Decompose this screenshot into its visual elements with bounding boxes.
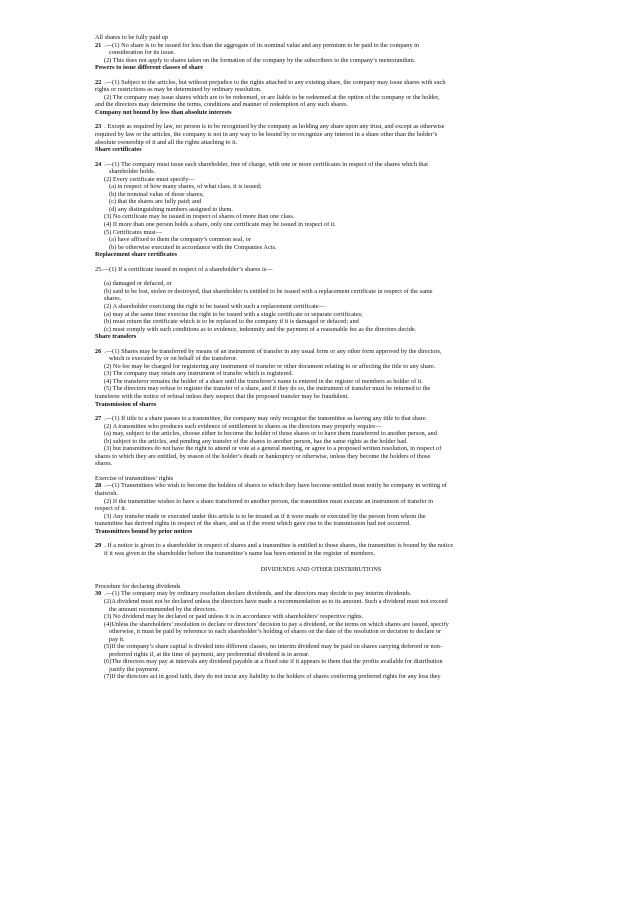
article-text: otherwise, it must be paid by reference to each shareholder’s holding of shares on the date of the resolution or decision to declare or xyxy=(109,628,442,636)
article-text: justify the payment. xyxy=(109,665,160,673)
article-text: respect of it. xyxy=(95,505,127,513)
article-number: 22 xyxy=(95,78,102,86)
article-text: (2) Every certificate must specify— xyxy=(104,175,195,183)
article-text: .—(1) Transmittees who wish to become the holders of shares to which they have become entitled must notify he company in writing of xyxy=(104,482,447,490)
heading-all-shares-paid: All shares to be fully paid up xyxy=(95,34,169,41)
article-text: (2) If the transmittee wishes to have a share transferred to another person, the transmittee must execute an instrument of transfer in xyxy=(104,497,434,505)
article-text: (7)If the directors act in good faith, they do not incur any liability to the holders of shares conferring preferred rights for any loss they xyxy=(104,673,441,681)
heading-procedure-dividends: Procedure for declaring dividends xyxy=(95,582,181,590)
article-text: .—(1) The company may by ordinary resolution declare dividends, and the directors may decide to pay interim dividends. xyxy=(104,590,412,598)
heading-not-bound: Company not bound by less than absolute interests xyxy=(95,108,232,116)
article-number: 26 xyxy=(95,347,102,355)
article-text: (3) No certificate may be issued in respect of shares of more than one class. xyxy=(104,213,295,221)
article-text: (6)The directors may pay at intervals any dividend payable at a fixed rate if it appears to them that the profits available for distribution xyxy=(104,658,443,666)
article-text: (5)If the company’s share capital is divided into different classes, no interim dividend may be paid on shares carrying deferred or non- xyxy=(104,643,443,651)
article-text: if it was given to the shareholder before the transmittee’s name has been entered in the register of members. xyxy=(104,549,376,557)
article-26 xyxy=(95,348,547,356)
document-page xyxy=(95,34,547,681)
article-text: (3) but transmittees do not have the right to attend or vote at a general meeting, or agree to a proposed written resolution, in respect of xyxy=(104,445,442,453)
article-number: 24 xyxy=(95,160,102,168)
article-number: 28 xyxy=(95,482,102,490)
article-text: (2) A transmittee who produces such evidence of entitlement to shares as the directors may properly require— xyxy=(104,422,382,430)
article-text: .—(1) No share is to be issued for less than the aggregate of its nominal value and any premium to be paid to the company in xyxy=(104,41,420,49)
heading-share-transfers: Share transfers xyxy=(95,333,137,341)
article-23 xyxy=(95,123,547,131)
article-text: (2)A dividend must not be declared unless the directors have made a recommendation as to its amount. Such a dividend must not exceed xyxy=(104,598,448,605)
article-25: 25.—(1) If a certificate issued in respect of a shareholder’s shares is— xyxy=(95,265,273,273)
list-item: (a) may, subject to the articles, choose either to become the holder of those shares or to have them transferred to another person, and xyxy=(104,430,437,438)
heading-share-certificates: Share certificates xyxy=(95,146,142,154)
article-30 xyxy=(95,590,547,598)
list-item: (b) must return the certificate which is to be replaced to the company if it is damaged or defaced; and xyxy=(104,318,359,326)
article-text: (2) This does not apply to shares taken on the formation of the company by the subscribers to the company’s memorandum. xyxy=(104,56,416,64)
list-item: (c) that the shares are fully paid; and xyxy=(109,198,202,206)
article-text: and the directors may determine the terms, conditions and manner of redemption of any such shares. xyxy=(95,101,349,109)
list-item: (b) subject to the articles, and pending any transfer of the shares to another person, has the same rights as the holder had. xyxy=(104,437,408,445)
article-text: thatwish. xyxy=(95,489,118,497)
list-item: (a) have affixed to them the company’s common seal, or xyxy=(109,236,251,244)
list-item: (a) may at the same time exercise the right to be issued with a single certificate or separate certificates; xyxy=(104,310,363,318)
article-text: .—(1) Subject to the articles, but without prejudice to the rights attached to any existing share, the company may issue shares with such xyxy=(104,78,446,86)
article-text: shares to which they are entitled, by reason of the holder’s death or bankruptcy or otherwise, unless they become the holders of those xyxy=(95,452,431,460)
article-29 xyxy=(95,542,547,550)
list-item: (b) said to be lost, stolen or destroyed, that shareholder is entitled to be issued with a replacement certificate in respect of the same xyxy=(104,287,433,295)
article-text: (4) The transferor remains the holder of a share until the transferee’s name is entered in the register of members as holder of it. xyxy=(104,377,423,385)
article-number: 30 xyxy=(95,590,102,598)
article-text: (3) No dividend may be declared or paid unless it is in accordance with shareholders’ respective rights. xyxy=(104,613,364,621)
heading-exercise-rights: Exercise of transmittees’ rights xyxy=(95,474,174,482)
article-text: pay it. xyxy=(109,635,125,643)
heading-powers-classes: Powers to issue different classes of share xyxy=(95,64,204,72)
list-item: (d) any distinguishing numbers assigned to them. xyxy=(109,205,234,213)
article-21 xyxy=(95,42,547,50)
article-text: (3) The company may retain any instrument of transfer which is registered. xyxy=(104,370,294,378)
article-text: . Except as required by law, no person is to be recognised by the company as holding any share upon any trust, and except as otherwise xyxy=(104,123,445,131)
article-text: (4)Unless the shareholders’ resolution to declare or directors’ decision to pay a dividend, or the terms on which shares are issued, specify xyxy=(104,620,449,628)
list-item: (a) in respect of how many shares, of what class, it is issued; xyxy=(109,183,262,191)
article-text: transmittee has derived rights in respect of the share, and as if the event which gave rise to the transmission had not occurred. xyxy=(95,520,411,528)
article-text: transferee with the notice of refusal unless they suspect that the proposed transfer may be fraudulent. xyxy=(95,392,349,400)
article-text: (2) No fee may be charged for registering any instrument of transfer or other document relating to or affecting the title to any share. xyxy=(104,362,436,370)
article-text: required by law or the articles, the company is not in any way to be bound by or recognize any interest in a share other than the holder’s xyxy=(95,131,438,139)
article-text: consideration for its issue. xyxy=(109,49,176,57)
article-text: absolute ownership of it and all the rights attaching to it. xyxy=(95,138,238,146)
article-27 xyxy=(95,415,547,423)
article-24 xyxy=(95,161,547,169)
article-text: (2) The company may issue shares which are to be redeemed, or are liable to be redeemed at the option of the company or the holder, xyxy=(104,93,440,101)
section-title-dividends: DIVIDENDS AND OTHER DISTRIBUTIONS xyxy=(260,566,382,574)
article-number: 29 xyxy=(95,542,102,550)
list-item: (b) the nominal value of those shares; xyxy=(109,190,204,198)
list-item: (b) be otherwise executed in accordance with the Companies Acts. xyxy=(109,243,277,251)
article-text: which is executed by or on behalf of the transferor. xyxy=(109,355,238,363)
article-text: (4) If more than one person holds a share, only one certificate may be issued in respect of it. xyxy=(104,221,336,229)
list-item: shares. xyxy=(104,295,122,303)
article-text: (3) Any transfer made or executed under this article is to be treated as if it were made or executed by the person from whom the xyxy=(104,512,426,520)
article-text: (5) The directors may refuse to register the transfer of a share, and if they do so, the instrument of transfer must be returned to the xyxy=(104,385,431,393)
article-text: .—(1) The company must issue each shareholder, free of charge, with one or more certificates in respect of the shares which that xyxy=(104,160,428,168)
article-text: shareholder holds. xyxy=(109,168,156,176)
article-number: 27 xyxy=(95,415,102,423)
heading-replacement-certificates: Replacement share certificates xyxy=(95,251,178,259)
article-text: . If a notice is given to a shareholder in respect of shares and a transmittee is entitled to those shares, the transmittee is bound by the notice xyxy=(104,542,454,550)
article-text: .—(1) If title to a share passes to a transmittee, the company may only recognise the transmittee as having any title to that share. xyxy=(104,415,428,423)
article-text: .—(1) Shares may be transferred by means of an instrument of transfer in any usual form or any other form approved by the directors, xyxy=(104,347,442,355)
article-28 xyxy=(95,482,547,490)
list-item: (a) damaged or defaced, or xyxy=(104,280,172,288)
article-text: shares. xyxy=(95,460,113,468)
article-22 xyxy=(95,79,547,87)
article-text: the amount recommended by the directors. xyxy=(109,605,217,613)
list-item: (c) must comply with such conditions as to evidence, indemnity and the payment of a reasonable fee as the directors decide. xyxy=(104,325,417,333)
article-number: 23 xyxy=(95,123,102,131)
article-text: (2) A shareholder exercising the right to be issued with such a replacement certificate— xyxy=(104,302,325,310)
heading-bound-prior-notices: Transmittees bound by prior notices xyxy=(95,527,193,535)
heading-transmission: Transmission of shares xyxy=(95,400,157,408)
article-text: rights or restrictions as may be determined by ordinary resolution. xyxy=(95,86,262,94)
article-number: 21 xyxy=(95,41,102,49)
article-text: preferred rights if, at the time of payment, any preferential dividend is in arrear. xyxy=(109,650,310,658)
article-text: (5) Certificates must— xyxy=(104,228,163,236)
